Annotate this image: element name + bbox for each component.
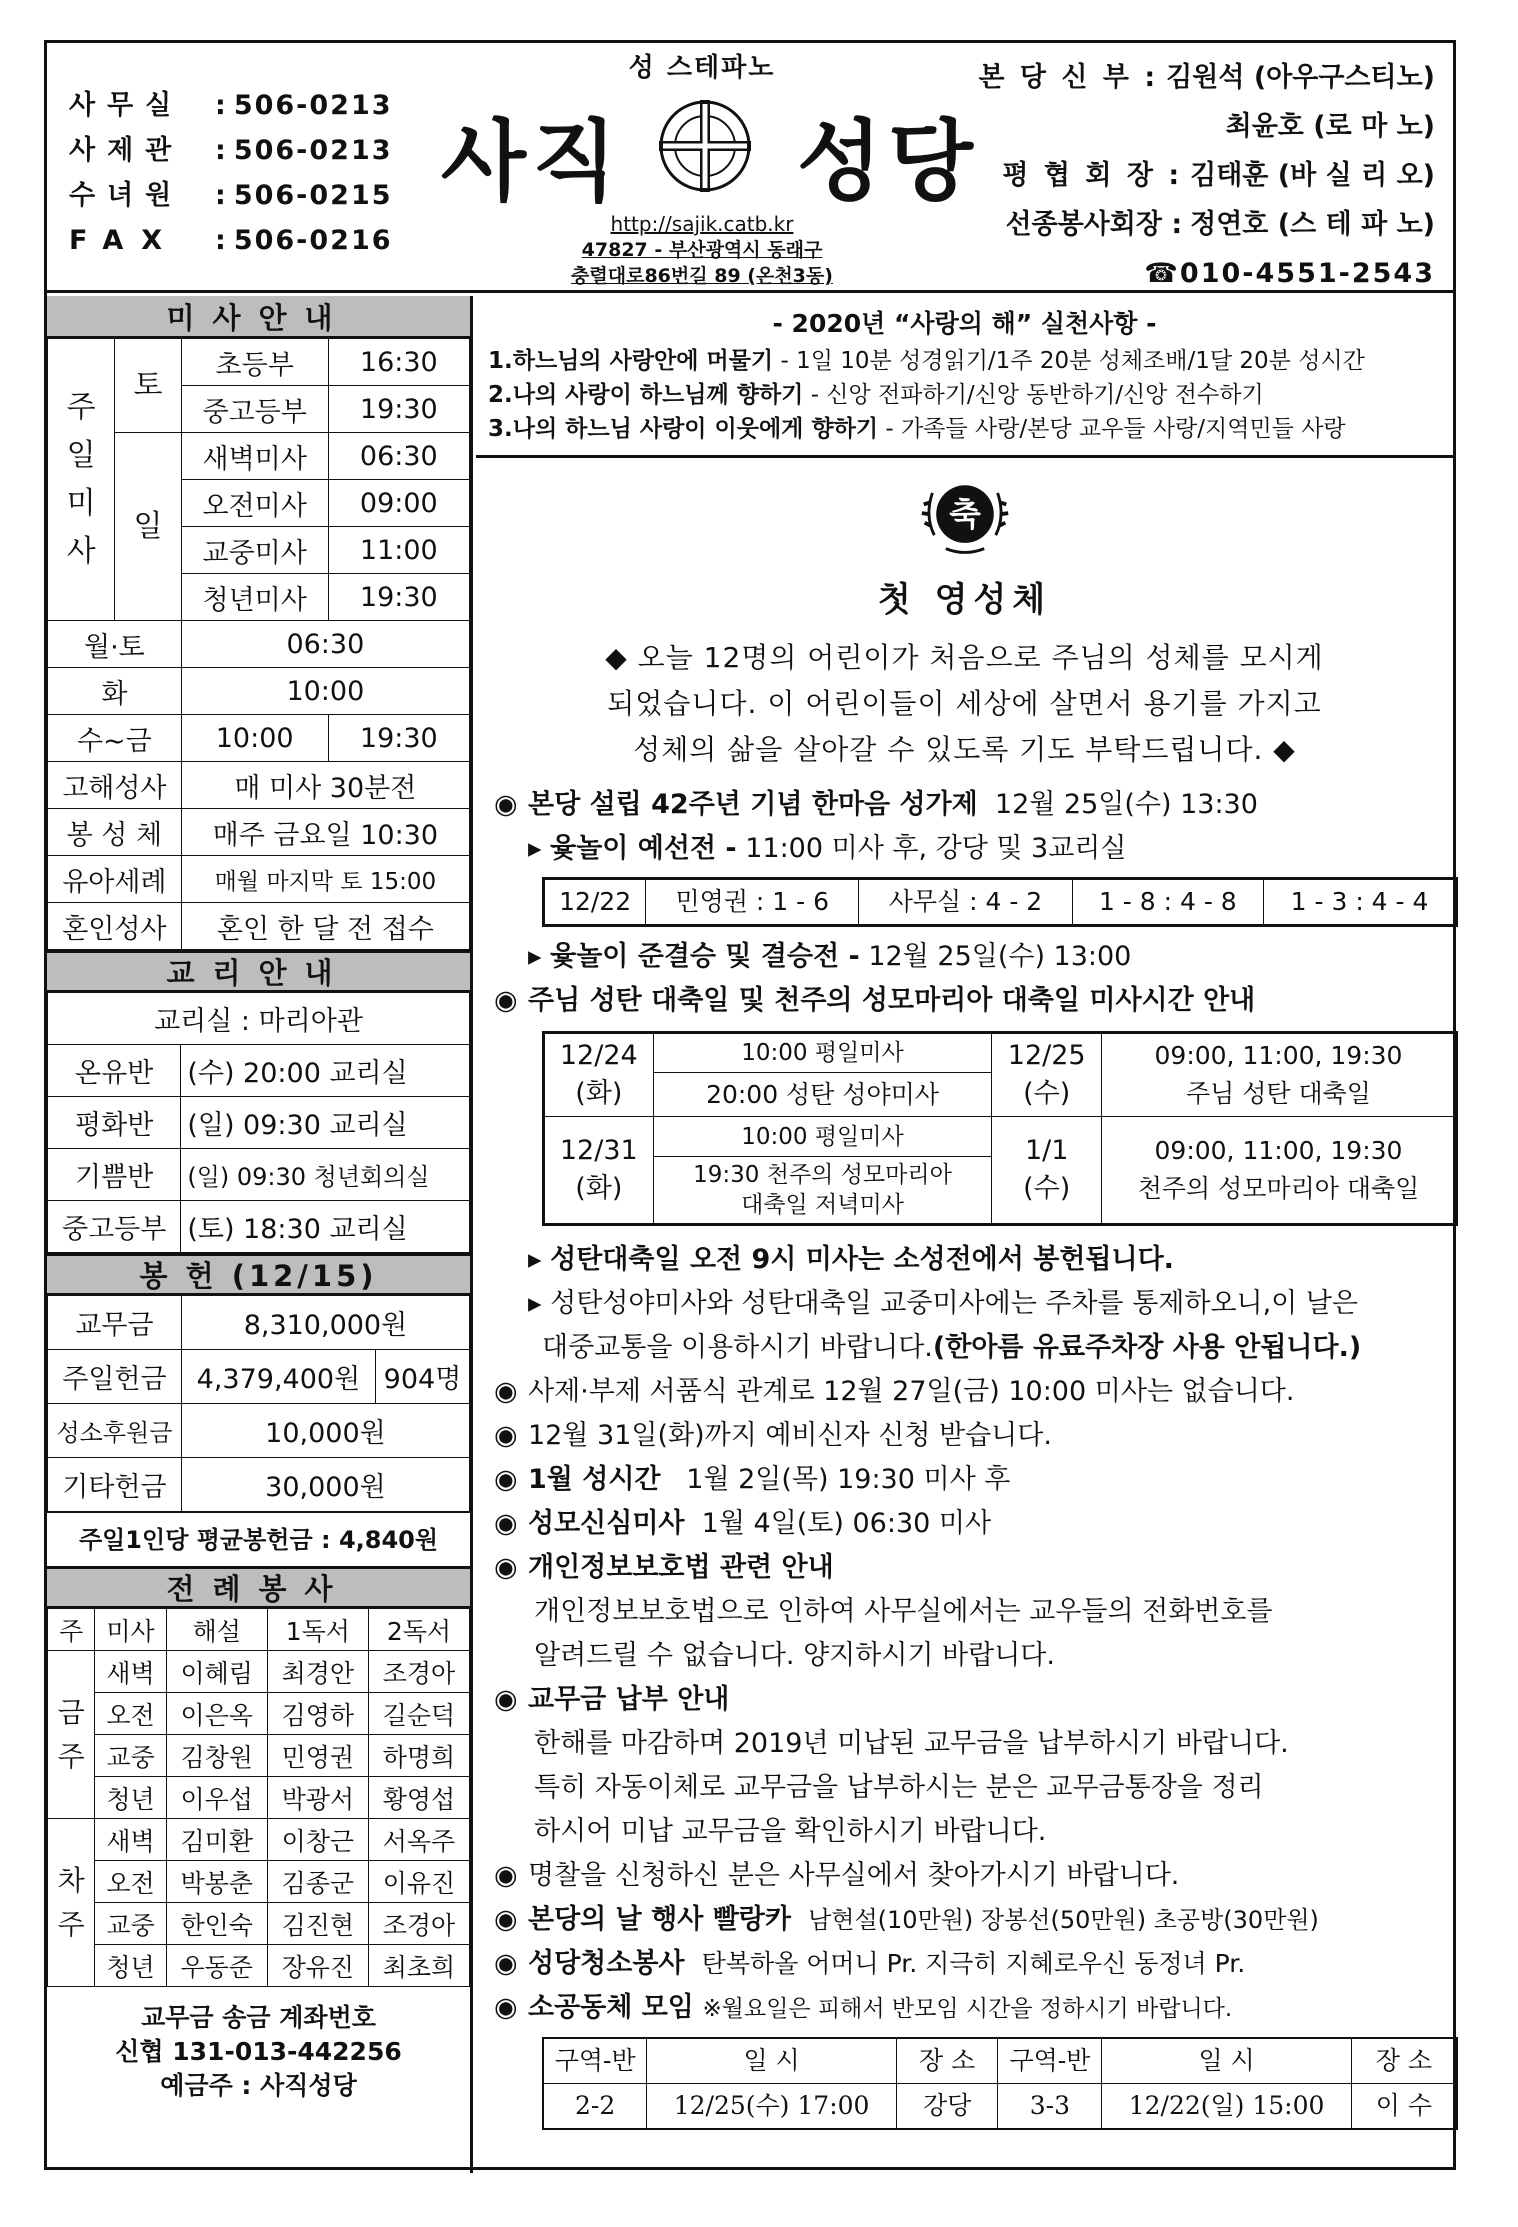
server-name: 이우섭 xyxy=(166,1777,267,1819)
weekday-time: 10:00 xyxy=(181,715,328,762)
class-time: (일) 09:30 청년회의실 xyxy=(181,1149,470,1201)
catechism-table xyxy=(47,992,470,1253)
table-row xyxy=(48,1296,470,1350)
server-name: 김종군 xyxy=(267,1861,368,1903)
mass-slot: 청년 xyxy=(95,1777,166,1819)
saturday-label: 토 xyxy=(115,339,181,433)
date-cell: 12/25 (수) xyxy=(992,1033,1102,1117)
practice-item: 3.나의 하느님 사랑이 이웃에게 향하기 - 가족들 사랑/본당 교우들 사랑/지역민들 사랑 xyxy=(488,416,1346,442)
address-line-2: 충렬대로86번길 89 (온천3동) xyxy=(571,265,833,287)
weekday-time: 10:00 xyxy=(181,668,469,715)
mass-name: 교중미사 xyxy=(181,527,328,574)
table-row xyxy=(544,1117,1457,1157)
server-name: 최경안 xyxy=(267,1651,368,1693)
date-cell: 12/31 (화) xyxy=(544,1117,654,1225)
column-header: 2독서 xyxy=(368,1609,469,1651)
offering-value: 30,000원 xyxy=(181,1458,469,1512)
bullet-icon: ◉ xyxy=(494,985,518,1016)
announcement-holy-hour: ◉ 1월 성시간 1월 2일(목) 19:30 미사 후 xyxy=(494,1458,1453,1502)
table-row xyxy=(544,1033,1457,1073)
column-header: 구역-반 xyxy=(543,2038,647,2084)
server-name: 황영섭 xyxy=(368,1777,469,1819)
table-row xyxy=(48,668,470,715)
announcement-note-transport: 대중교통을 이용하시기 바랍니다.(한아름 유료주차장 사용 안됩니다.) xyxy=(542,1332,1362,1363)
meeting-time: 12/22(일) 15:00 xyxy=(1102,2084,1352,2130)
practice-item: 1.하느님의 사랑안에 머물기 - 1일 10분 성경읽기/1주 20분 성체조배/1달 20분 성시간 xyxy=(488,348,1365,374)
mass-name: 초등부 xyxy=(181,339,328,386)
staff-funeral-president: 선종봉사회장 : 정연호 (스 테 파 노) xyxy=(1005,209,1435,240)
mass-name: 청년미사 xyxy=(181,574,328,621)
class-name: 중고등부 xyxy=(48,1201,181,1253)
offering-value: 8,310,000원 xyxy=(181,1296,469,1350)
server-name: 박봉춘 xyxy=(166,1861,267,1903)
announcement-marian-mass: ◉ 성모신심미사 1월 4일(토) 06:30 미사 xyxy=(494,1502,1453,1546)
table-header-row xyxy=(48,1609,470,1651)
this-week-label: 금주 xyxy=(48,1651,95,1819)
class-time: (수) 20:00 교리실 xyxy=(181,1045,470,1097)
patron-saint: 성 스테파노 xyxy=(628,53,776,83)
announcement-name-tag: ◉ 명찰을 신청하신 분은 사무실에서 찾아가시기 바랍니다. xyxy=(494,1854,1453,1898)
phone-number[interactable]: ☎010-4551-2543 xyxy=(1144,258,1435,289)
bank-account-number: 신협 131-013-442256 xyxy=(115,2037,402,2066)
round-date: 12/22 xyxy=(544,879,646,926)
contact-convent: 수녀원 : 506-0215 xyxy=(69,180,393,211)
announcement-small-community: ◉ 소공동체 모임 ※월요일은 피해서 반모임 시간을 정하시기 바랍니다. xyxy=(494,1986,1453,2031)
server-name: 조경아 xyxy=(368,1651,469,1693)
server-name: 민영권 xyxy=(267,1735,368,1777)
mass-section-title: 미사안내 xyxy=(47,296,470,338)
announcements xyxy=(476,783,1453,2130)
offering-value: 4,379,400원 xyxy=(181,1350,375,1404)
round-result: 1 - 3 : 4 - 4 xyxy=(1264,879,1457,926)
offering-table xyxy=(47,1295,470,1512)
first-communion-notice xyxy=(476,458,1453,773)
mass-time: 06:30 xyxy=(328,433,469,480)
class-name: 온유반 xyxy=(48,1045,181,1097)
mass-schedule-table xyxy=(47,338,470,950)
server-name: 김영하 xyxy=(267,1693,368,1735)
bank-title: 교무금 송금 계좌번호 xyxy=(141,2003,376,2032)
class-name: 평화반 xyxy=(48,1097,181,1149)
bullet-icon: ◉ xyxy=(494,1552,518,1583)
mass-entry: 19:30 천주의 성모마리아 대축일 저녁미사 xyxy=(653,1157,992,1225)
small-community-table xyxy=(542,2037,1458,2130)
class-name: 기쁨반 xyxy=(48,1149,181,1201)
contact-fax: FAX : 506-0216 xyxy=(69,225,393,256)
sacrament-label: 혼인성사 xyxy=(48,903,182,950)
staff-council-president: 평 협 회 장 : 김태훈 (바 실 리 오) xyxy=(1002,160,1435,191)
mass-time: 11:00 xyxy=(328,527,469,574)
bullet-icon: ◉ xyxy=(494,1376,518,1407)
server-name: 우동준 xyxy=(166,1945,267,1987)
left-column xyxy=(47,296,473,2173)
server-name: 김진현 xyxy=(267,1903,368,1945)
server-name: 조경아 xyxy=(368,1903,469,1945)
server-name: 길순덕 xyxy=(368,1693,469,1735)
mass-name: 중고등부 xyxy=(181,386,328,433)
privacy-text: 개인정보보호법으로 인하여 사무실에서는 교우들의 전화번호를 xyxy=(534,1596,1273,1627)
staff-assistant: 최윤호 (로 마 노) xyxy=(1225,111,1435,142)
next-week-label: 차주 xyxy=(48,1819,95,1987)
staff-list xyxy=(978,53,1435,298)
table-row xyxy=(543,2084,1457,2130)
column-header: 일 시 xyxy=(647,2038,897,2084)
cross-emblem-icon xyxy=(655,96,755,196)
sacrament-value: 매주 금요일 10:30 xyxy=(181,809,469,856)
bullet-icon: ◉ xyxy=(494,789,518,820)
mass-name: 오전미사 xyxy=(181,480,328,527)
server-name: 이창근 xyxy=(267,1819,368,1861)
table-row xyxy=(48,1201,470,1253)
column-header: 미사 xyxy=(95,1609,166,1651)
bank-holder: 예금주 : 사직성당 xyxy=(160,2071,357,2100)
announcement-note-parking: ▸ 성탄성야미사와 성탄대축일 교중미사에는 주차를 통제하오니,이 날은 xyxy=(528,1288,1359,1319)
weekday-time: 19:30 xyxy=(328,715,469,762)
server-name: 하명희 xyxy=(368,1735,469,1777)
table-row xyxy=(48,1735,470,1777)
announcement-ordination: ◉ 사제·부제 서품식 관계로 12월 27일(금) 10:00 미사는 없습니다. xyxy=(494,1370,1453,1414)
district: 3-3 xyxy=(998,2084,1102,2130)
table-row xyxy=(48,762,470,809)
round-result: 사무실 : 4 - 2 xyxy=(859,879,1072,926)
column-header: 일 시 xyxy=(1102,2038,1352,2084)
mass-time: 19:30 xyxy=(328,386,469,433)
table-row xyxy=(48,1651,470,1693)
bullet-icon: ◉ xyxy=(494,1860,518,1891)
average-offering: 주일1인당 평균봉헌금 : 4,840원 xyxy=(47,1512,470,1566)
announcement-yut-prelim: ▸ 윷놀이 예선전 - 11:00 미사 후, 강당 및 3교리실 xyxy=(528,833,1127,864)
round-result: 1 - 8 : 4 - 8 xyxy=(1072,879,1264,926)
server-name: 이유진 xyxy=(368,1861,469,1903)
liturgy-section-title: 전례봉사 xyxy=(47,1566,470,1608)
table-header-row xyxy=(543,2038,1457,2084)
mass-entry: 20:00 성탄 성야미사 xyxy=(653,1073,992,1117)
mass-slot: 교중 xyxy=(95,1735,166,1777)
offering-label: 주일헌금 xyxy=(48,1350,182,1404)
parish-name-right: 성당 xyxy=(797,110,980,213)
staff-pastor: 본 당 신 부 : 김원석 (아우구스티노) xyxy=(978,62,1435,93)
catechism-room: 교리실 : 마리아관 xyxy=(48,993,470,1045)
table-row xyxy=(48,1819,470,1861)
offering-section-title: 봉 헌 (12/15) xyxy=(47,1253,470,1295)
table-row xyxy=(48,809,470,856)
column-header: 1독서 xyxy=(267,1609,368,1651)
contact-rectory: 사제관 : 506-0213 xyxy=(69,135,393,166)
table-row xyxy=(48,1149,470,1201)
sacrament-value: 혼인 한 달 전 접수 xyxy=(181,903,469,950)
svg-text:축: 축 xyxy=(948,495,981,534)
district: 2-2 xyxy=(543,2084,647,2130)
table-row xyxy=(48,1777,470,1819)
column-header: 장 소 xyxy=(1351,2038,1457,2084)
tithe-text: 한해를 마감하며 2019년 미납된 교무금을 납부하시기 바랍니다. xyxy=(534,1728,1289,1759)
mass-times: 09:00, 11:00, 19:30 천주의 성모마리아 대축일 xyxy=(1101,1117,1456,1225)
contact-list xyxy=(69,83,393,263)
christmas-mass-table xyxy=(542,1031,1458,1226)
announcement-christmas-title: ◉ 주님 성탄 대축일 및 천주의 성모마리아 대축일 미사시간 안내 xyxy=(494,979,1453,1023)
table-row xyxy=(48,993,470,1045)
practice-item: 2.나의 사랑이 하느님께 향하기 - 신앙 전파하기/신앙 동반하기/신앙 전수하기 xyxy=(488,382,1264,408)
mass-slot: 새벽 xyxy=(95,1651,166,1693)
first-communion-body: ◆ 오늘 12명의 어린이가 처음으로 주님의 성체를 모시게 되었습니다. 이 어린이들이 세상에 살면서 용기를 가지고 성체의 삶을 살아갈 수 있도록 기도 부탁드립니다. ◆ xyxy=(605,641,1324,766)
mass-entry: 10:00 평일미사 xyxy=(653,1033,992,1073)
yut-results-table xyxy=(542,877,1458,927)
column-header: 해설 xyxy=(166,1609,267,1651)
column-header: 장 소 xyxy=(896,2038,998,2084)
server-name: 장유진 xyxy=(267,1945,368,1987)
right-column xyxy=(476,296,1453,2173)
practice-title: - 2020년 “사랑의 해” 실천사항 - xyxy=(772,309,1157,338)
liturgy-service-table xyxy=(47,1608,470,1987)
parish-name-left: 사직 xyxy=(441,110,624,213)
mass-slot: 오전 xyxy=(95,1861,166,1903)
mass-times: 09:00, 11:00, 19:30 주님 성탄 대축일 xyxy=(1101,1033,1456,1117)
table-row xyxy=(48,1903,470,1945)
server-name: 이은옥 xyxy=(166,1693,267,1735)
table-row xyxy=(48,1350,470,1404)
bullet-icon: ◉ xyxy=(494,1904,518,1935)
mass-slot: 청년 xyxy=(95,1945,166,1987)
column-header: 주 xyxy=(48,1609,95,1651)
header xyxy=(47,43,1453,293)
offering-label: 기타헌금 xyxy=(48,1458,182,1512)
weekday-time: 06:30 xyxy=(181,621,469,668)
mass-time: 19:30 xyxy=(328,574,469,621)
server-name: 이혜림 xyxy=(166,1651,267,1693)
meeting-place: 이 수 xyxy=(1351,2084,1457,2130)
weekday-label: 수~금 xyxy=(48,715,182,762)
sacrament-label: 고해성사 xyxy=(48,762,182,809)
mass-entry: 10:00 평일미사 xyxy=(653,1117,992,1157)
server-name: 박광서 xyxy=(267,1777,368,1819)
address-line-1: 47827 - 부산광역시 동래구 xyxy=(581,239,823,261)
meeting-time: 12/25(수) 17:00 xyxy=(647,2084,897,2130)
offering-label: 성소후원금 xyxy=(48,1404,182,1458)
tithe-text: 하시어 미납 교무금을 확인하시기 바랍니다. xyxy=(534,1816,1047,1847)
announcement-yut-final: ▸ 윷놀이 준결승 및 결승전 - 12월 25일(수) 13:00 xyxy=(528,941,1132,972)
bullet-icon: ◉ xyxy=(494,1464,518,1495)
mass-name: 새벽미사 xyxy=(181,433,328,480)
table-row xyxy=(48,856,470,903)
parish-name xyxy=(397,86,1007,213)
offering-label: 교무금 xyxy=(48,1296,182,1350)
mass-time: 09:00 xyxy=(328,480,469,527)
table-row xyxy=(48,621,470,668)
announcement-concert: ◉ 본당 설립 42주년 기념 한마음 성가제 12월 25일(수) 13:30 xyxy=(494,783,1453,827)
weekday-label: 화 xyxy=(48,668,182,715)
offering-value: 10,000원 xyxy=(181,1404,469,1458)
class-time: (토) 18:30 교리실 xyxy=(181,1201,470,1253)
announcement-privacy: ◉ 개인정보보호법 관련 안내 xyxy=(494,1546,1453,1590)
meeting-place: 강당 xyxy=(896,2084,998,2130)
contact-office: 사무실 : 506-0213 xyxy=(69,90,393,121)
sunday-label: 일 xyxy=(115,433,181,621)
table-row xyxy=(48,1945,470,1987)
mass-time: 16:30 xyxy=(328,339,469,386)
table-row xyxy=(48,903,470,950)
website-link[interactable]: http://sajik.catb.kr xyxy=(610,212,794,236)
round-result: 민영권 : 1 - 6 xyxy=(646,879,859,926)
attendance-count: 904명 xyxy=(375,1350,469,1404)
server-name: 서옥주 xyxy=(368,1819,469,1861)
table-row xyxy=(544,879,1457,926)
sunday-mass-label: 주일미사 xyxy=(48,339,115,621)
table-row xyxy=(48,1861,470,1903)
table-row xyxy=(48,1045,470,1097)
celebration-wreath-icon xyxy=(917,468,1013,564)
mass-slot: 교중 xyxy=(95,1903,166,1945)
tithe-text: 특히 자동이체로 교무금을 납부하시는 분은 교무금통장을 정리 xyxy=(534,1772,1264,1803)
parish-title-block xyxy=(397,43,1007,293)
server-name: 한인숙 xyxy=(166,1903,267,1945)
server-name: 최초희 xyxy=(368,1945,469,1987)
announcement-cleaning: ◉ 성당청소봉사 탄복하올 어머니 Pr. 지극히 지혜로우신 동정녀 Pr. xyxy=(494,1942,1453,1986)
announcement-tithe: ◉ 교무금 납부 안내 xyxy=(494,1678,1453,1722)
bullet-icon: ◉ xyxy=(494,1948,518,1979)
privacy-text: 알려드릴 수 없습니다. 양지하시기 바랍니다. xyxy=(534,1640,1055,1671)
server-name: 김미환 xyxy=(166,1819,267,1861)
bullet-icon: ◉ xyxy=(494,1684,518,1715)
table-row xyxy=(48,715,470,762)
class-time: (일) 09:30 교리실 xyxy=(181,1097,470,1149)
column-header: 구역-반 xyxy=(998,2038,1102,2084)
bank-account-info xyxy=(47,1987,470,2103)
server-name: 김창원 xyxy=(166,1735,267,1777)
sacrament-label: 유아세례 xyxy=(48,856,182,903)
edu-section-title: 교리안내 xyxy=(47,950,470,992)
bulletin-page xyxy=(44,40,1456,2170)
table-row xyxy=(48,1404,470,1458)
announcement-note-chapel: ▸ 성탄대축일 오전 9시 미사는 소성전에서 봉헌됩니다. xyxy=(528,1244,1174,1275)
table-row xyxy=(48,339,470,386)
bullet-icon: ◉ xyxy=(494,1508,518,1539)
date-cell: 12/24 (화) xyxy=(544,1033,654,1117)
table-row xyxy=(48,1458,470,1512)
announcement-parish-day: ◉ 본당의 날 행사 빨랑카 남현설(10만원) 장봉선(50만원) 초공방(30만원) xyxy=(494,1898,1453,1942)
mass-slot: 오전 xyxy=(95,1693,166,1735)
first-communion-title: 첫 영성체 xyxy=(877,580,1052,620)
sacrament-label: 봉 성 체 xyxy=(48,809,182,856)
mass-slot: 새벽 xyxy=(95,1819,166,1861)
sacrament-value: 매월 마지막 토 15:00 xyxy=(181,856,469,903)
weekday-label: 월·토 xyxy=(48,621,182,668)
sacrament-value: 매 미사 30분전 xyxy=(181,762,469,809)
table-row xyxy=(48,1097,470,1149)
table-row xyxy=(48,1693,470,1735)
bullet-icon: ◉ xyxy=(494,1420,518,1451)
bullet-icon: ◉ xyxy=(494,1992,518,2023)
date-cell: 1/1 (수) xyxy=(992,1117,1102,1225)
announcement-catechumen: ◉ 12월 31일(화)까지 예비신자 신청 받습니다. xyxy=(494,1414,1453,1458)
practice-box xyxy=(476,296,1453,458)
